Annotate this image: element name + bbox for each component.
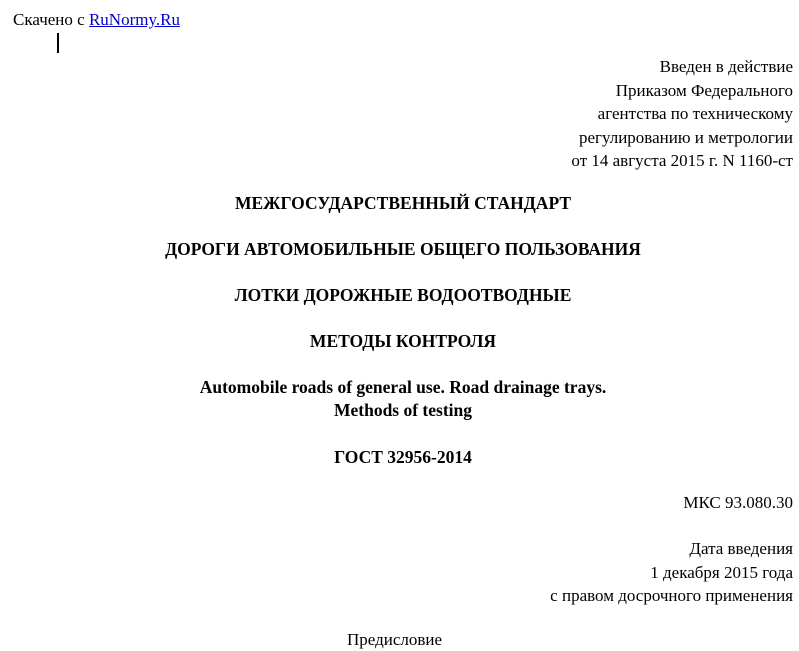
- english-title-line1: Automobile roads of general use. Road drainage trays.: [199, 377, 607, 397]
- decree-block: [571, 55, 793, 173]
- decree-line: Приказом Федерального: [615, 80, 793, 100]
- intro-date-block: [550, 537, 793, 608]
- decree-line: агентства по техническому: [597, 104, 793, 123]
- intro-date-line: с правом досрочного применения: [550, 586, 793, 605]
- trays-title: ЛОТКИ ДОРОЖНЫЕ ВОДООТВОДНЫЕ: [234, 285, 572, 305]
- source-prefix: Скачено с: [13, 10, 89, 29]
- foreword-heading: Предисловие: [347, 630, 443, 649]
- source-line: [13, 9, 180, 31]
- gost-number: ГОСТ 32956-2014: [334, 447, 472, 467]
- runormy-link[interactable]: RuNormy.Ru: [88, 10, 180, 29]
- decree-line: регулированию и метрологии: [578, 127, 793, 147]
- decree-line: Введен в действие: [659, 57, 793, 76]
- interstate-standard-heading: МЕЖГОСУДАРСТВЕННЫЙ СТАНДАРТ: [234, 193, 572, 213]
- mks-code-text: МКС 93.080.30: [683, 493, 793, 512]
- intro-date-line: Дата введения: [689, 539, 793, 558]
- text-cursor: [57, 33, 59, 53]
- mks-code: [683, 491, 793, 515]
- intro-date-line: 1 декабря 2015 года: [650, 562, 793, 582]
- roads-title: ДОРОГИ АВТОМОБИЛЬНЫЕ ОБЩЕГО ПОЛЬЗОВАНИЯ: [165, 239, 641, 259]
- decree-line: от 14 августа 2015 г. N 1160-ст: [571, 151, 793, 170]
- english-title-line2: Methods of testing: [333, 400, 473, 420]
- methods-title: МЕТОДЫ КОНТРОЛЯ: [309, 331, 497, 351]
